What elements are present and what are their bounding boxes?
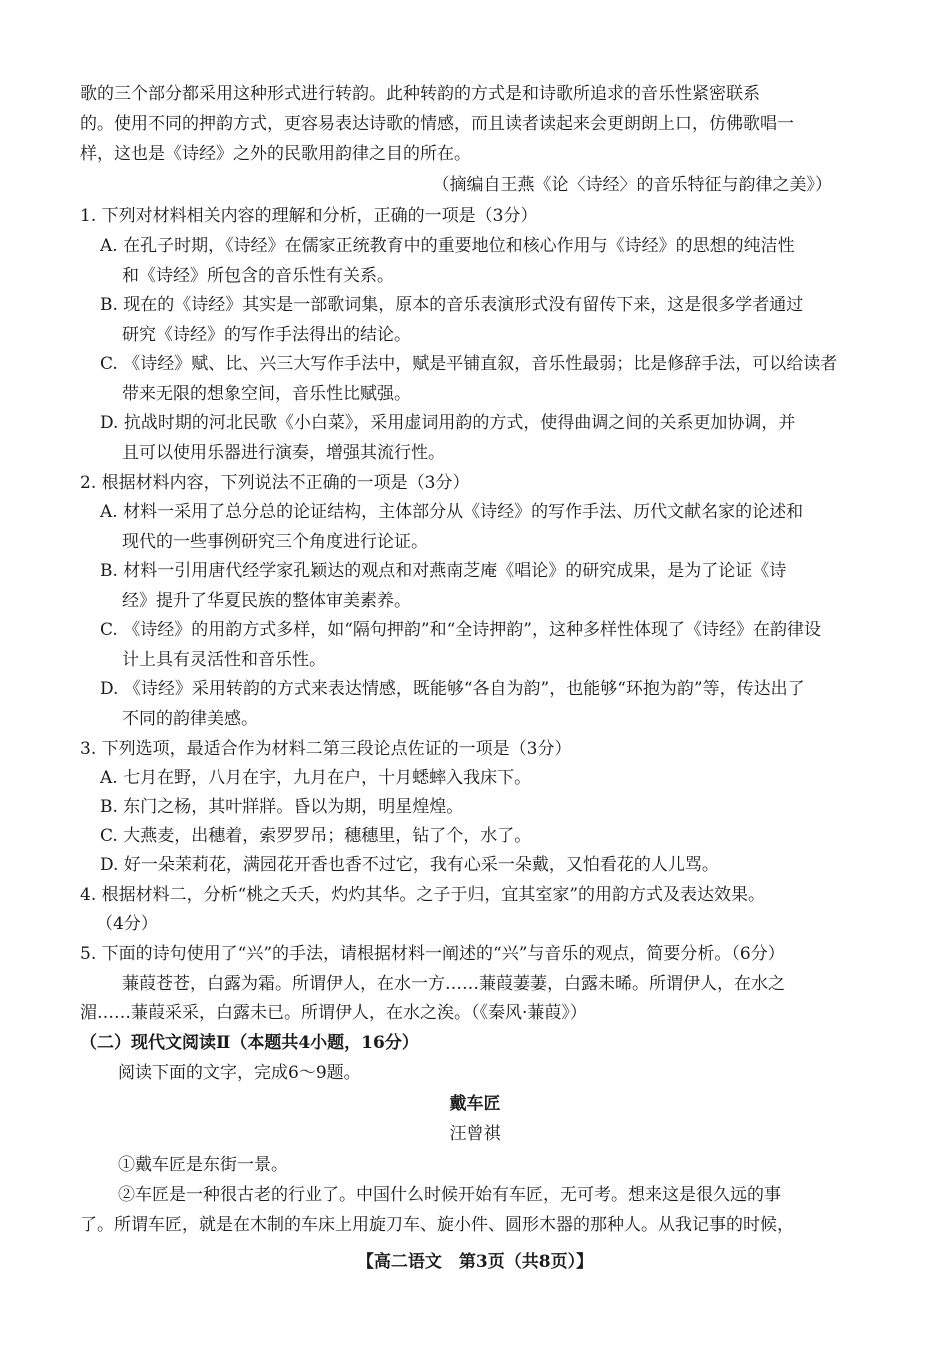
q3-option-b: B. 东门之杨，其叶牂牂。昏以为期，明星煌煌。 [100,797,464,817]
q3-option-a: A. 七月在野，八月在宇，九月在户，十月蟋蟀入我床下。 [100,768,532,788]
poem-line: 蒹葭苍苍，白露为霜。所谓伊人，在水一方……蒹葭萋萋，白露未晞。所谓伊人，在水之 [122,974,785,994]
q1-option-b-cont: 研究《诗经》的写作手法得出的结论。 [122,325,411,345]
citation: （摘编自王燕《论〈诗经〉的音乐特征与韵律之美》） [432,175,832,195]
article-line: 歌的三个部分都采用这种形式进行转韵。此种转韵的方式是和诗歌所追求的音乐性紧密联系 [80,84,760,104]
story-title: 戴车匠 [449,1094,501,1114]
question-2-stem: 2. 根据材料内容，下列说法不正确的一项是（3分） [80,473,470,493]
question-4-stem: 4. 根据材料二，分析“桃之夭夭，灼灼其华。之子于归，宜其室家”的用韵方式及表达效果。 [80,885,766,905]
q2-option-d: D. 《诗经》采用转韵的方式来表达情感，既能够“各自为韵”，也能够“环抱为韵”等，传达出了 [100,679,805,699]
q3-option-d: D. 好一朵茉莉花，满园花开香也香不过它，我有心采一朵戴，又怕看花的人儿骂。 [100,855,719,875]
question-4-points: （4分） [96,914,158,934]
story-paragraph: ①戴车匠是东街一景。 [118,1155,288,1175]
page-footer: 【高二语文 第3页（共8页）】 [356,1252,594,1272]
q1-option-a-cont: 和《诗经》所包含的音乐性有关系。 [122,266,394,286]
section-heading: （二）现代文阅读Ⅱ（本题共4小题，16分） [80,1033,419,1053]
q1-option-a: A. 在孔子时期，《诗经》在儒家正统教育中的重要地位和核心作用与《诗经》的思想的纯洁性 [100,236,795,256]
poem-line: 湄……蒹葭采采，白露未已。所谓伊人，在水之涘。（《秦风·蒹葭》） [80,1003,587,1023]
q2-option-a: A. 材料一采用了总分总的论证结构，主体部分从《诗经》的写作手法、历代文献名家的论述和 [100,502,804,522]
question-1-stem: 1. 下列对材料相关内容的理解和分析，正确的一项是（3分） [80,206,538,226]
q2-option-d-cont: 不同的韵律美感。 [122,709,258,729]
q2-option-a-cont: 现代的一些事例研究三个角度进行论证。 [122,532,428,552]
q1-option-c: C. 《诗经》赋、比、兴三大写作手法中，赋是平铺直叙，音乐性最弱；比是修辞手法，可以给读者 [100,354,838,374]
q2-option-c-cont: 计上具有灵活性和音乐性。 [122,650,326,670]
article-line: 的。使用不同的押韵方式，更容易表达诗歌的情感，而且读者读起来会更朗朗上口，仿佛歌唱一 [80,114,794,134]
q1-option-b: B. 现在的《诗经》其实是一部歌词集，原本的音乐表演形式没有留传下来，这是很多学者通过 [100,295,804,315]
story-author: 汪曾祺 [449,1124,501,1144]
section-instruction: 阅读下面的文字，完成6～9题。 [118,1063,361,1083]
q1-option-d: D. 抗战时期的河北民歌《小白菜》，采用虚词用韵的方式，使得曲调之间的关系更加协调，并 [100,413,796,433]
q2-option-b: B. 材料一引用唐代经学家孔颖达的观点和对燕南芝庵《唱论》的研究成果，是为了论证《诗 [100,561,787,581]
q3-option-c: C. 大燕麦，出穗着，索罗罗吊；穗穗里，钻了个，水了。 [100,826,532,846]
q2-option-c: C. 《诗经》的用韵方式多样，如“隔句押韵”和“全诗押韵”，这种多样性体现了《诗经》在韵律设 [100,620,821,640]
article-line: 样，这也是《诗经》之外的民歌用韵律之目的所在。 [80,144,471,164]
story-paragraph: ②车匠是一种很古老的行业了。中国什么时候开始有车匠，无可考。想来这是很久远的事 [118,1185,781,1205]
question-5-stem: 5. 下面的诗句使用了“兴”的手法，请根据材料一阐述的“兴”与音乐的观点，简要分析。（6分） [80,944,785,964]
story-paragraph-cont: 了。所谓车匠，就是在木制的车床上用旋刀车、旋小件、圆形木器的那种人。从我记事的时候， [80,1215,794,1235]
q1-option-d-cont: 且可以使用乐器进行演奏，增强其流行性。 [122,443,445,463]
q2-option-b-cont: 经》提升了华夏民族的整体审美素养。 [122,591,411,611]
question-3-stem: 3. 下列选项，最适合作为材料二第三段论点佐证的一项是（3分） [80,739,572,759]
q1-option-c-cont: 带来无限的想象空间，音乐性比赋强。 [122,384,411,404]
